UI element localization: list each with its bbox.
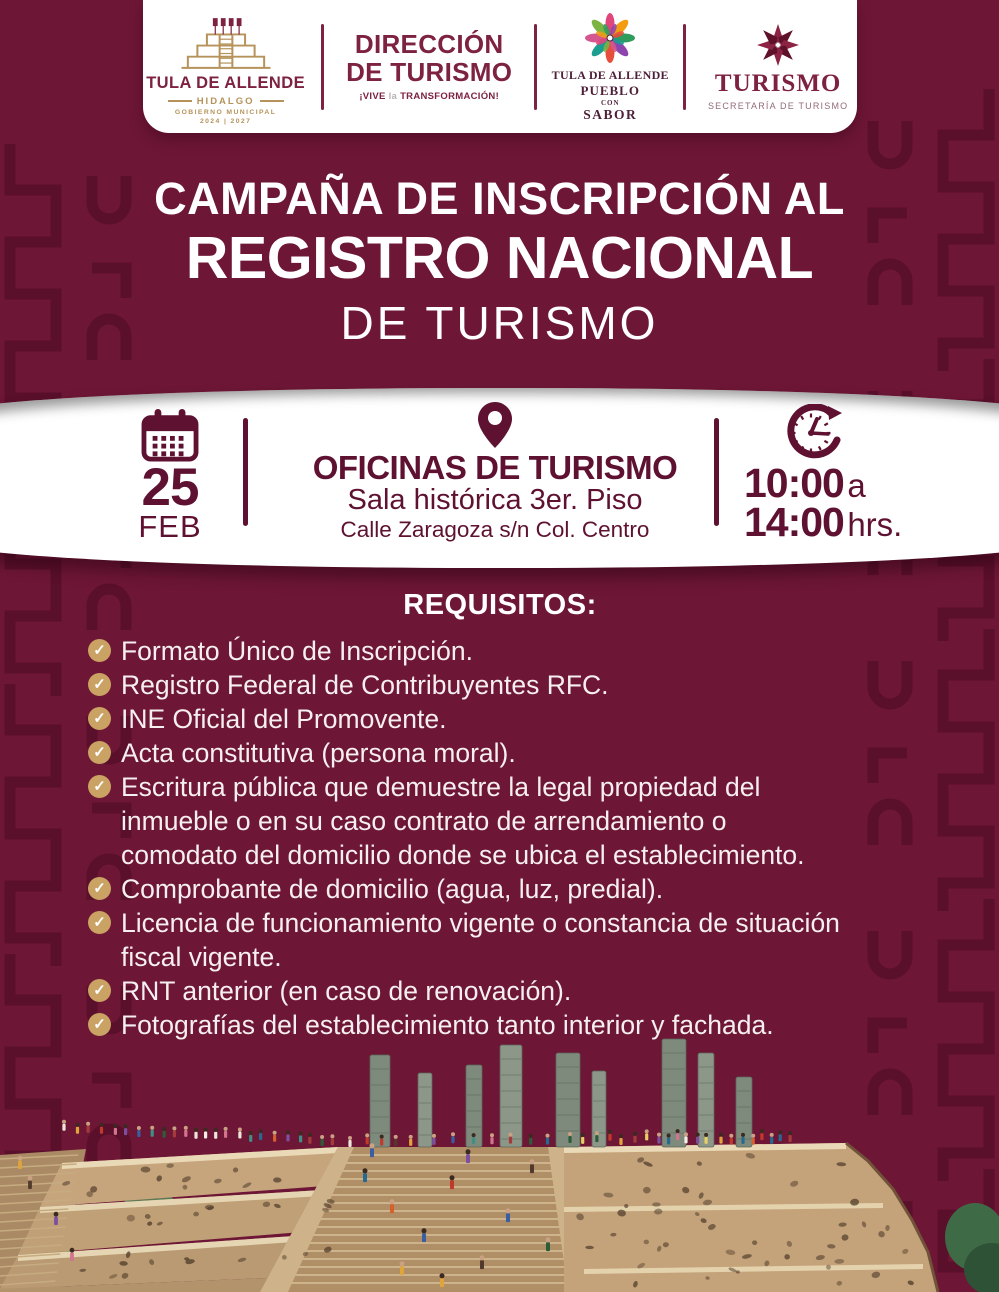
band-divider: [714, 418, 719, 526]
tagline-rest: TRANSFORMACIÓN!: [400, 90, 500, 102]
requirement-item: [88, 1008, 912, 1042]
check-icon: ✓: [88, 707, 111, 730]
event-day: 25: [141, 458, 199, 517]
title-line3: DE TURISMO: [340, 297, 659, 349]
header-divider: [534, 24, 537, 110]
title-line1: CAMPAÑA DE INSCRIPCIÓN AL: [154, 173, 845, 224]
secretaria-turismo-logo: [699, 22, 857, 111]
location-pin-icon: [478, 402, 512, 448]
tula-logo-state: HIDALGO: [168, 96, 284, 107]
pyramid-icon: [164, 9, 288, 71]
tula-logo-years: 2024 | 2027: [199, 117, 252, 125]
clock-icon: [780, 404, 844, 464]
check-icon: ✓: [88, 741, 111, 764]
requirement-item: [88, 872, 912, 906]
turismo-title: TURISMO: [714, 70, 842, 97]
time-start: 10:00: [744, 460, 844, 506]
time-end: 14:00: [744, 498, 844, 545]
direccion-de-turismo-logo: [337, 31, 521, 101]
time-line2: [744, 498, 974, 545]
requirement-text: Formato Único de Inscripción.: [121, 636, 474, 666]
venue-address: Calle Zaragoza s/n Col. Centro: [340, 516, 650, 542]
venue-floor: Sala histórica 3er. Piso: [347, 484, 643, 517]
pyramid-photo-illustration: [0, 1037, 999, 1292]
time-suffix: hrs.: [847, 505, 903, 543]
tula-de-allende-logo: [143, 9, 308, 125]
check-icon: ✓: [88, 979, 111, 1002]
band-divider: [243, 418, 248, 526]
check-icon: ✓: [88, 877, 111, 900]
pueblo-line3: CON: [600, 99, 620, 107]
requirement-item: [88, 770, 912, 872]
requirement-text: Comprobante de domicilio (agua, luz, predial).: [121, 874, 664, 904]
tula-logo-name: TULA DE ALLENDE: [146, 73, 305, 92]
pueblo-line4: SABOR: [583, 107, 638, 122]
calendar-icon: [141, 408, 199, 462]
check-icon: ✓: [88, 639, 111, 662]
requirement-text: Licencia de funcionamiento vigente o constancia de situación fiscal vigente.: [121, 908, 840, 972]
requirements-list: [88, 634, 912, 1042]
requirement-item: [88, 634, 912, 668]
event-date: [112, 408, 228, 542]
requirement-item: [88, 702, 912, 736]
requirement-text: INE Oficial del Promovente.: [121, 704, 447, 734]
pueblo-con-sabor-logo: [550, 10, 670, 123]
event-info-band: [0, 388, 999, 568]
star-flower-icon: [755, 22, 801, 68]
requirement-text: Fotografías del establecimiento tanto interior y fachada.: [121, 1010, 774, 1040]
requirement-item: [88, 974, 912, 1008]
venue-name: OFICINAS DE TURISMO: [312, 449, 678, 486]
requirement-text: Registro Federal de Contribuyentes RFC.: [121, 670, 609, 700]
header-logos-card: [143, 0, 857, 133]
tagline-mid: la: [388, 90, 398, 102]
event-month: FEB: [138, 508, 202, 544]
turismo-subtitle: SECRETARÍA DE TURISMO: [707, 101, 849, 111]
requirement-item: [88, 668, 912, 702]
requirement-text: Escritura pública que demuestre la legal propiedad del inmueble o en su caso contrato de arrendamiento o comodato del domicilio donde se ubica el establecimiento.: [121, 772, 805, 870]
flower-burst-icon: [582, 10, 638, 66]
direccion-line2: DE TURISMO: [346, 56, 513, 87]
tula-logo-government: GOBIERNO MUNICIPAL: [174, 108, 277, 116]
pueblo-line1: TULA DE ALLENDE: [551, 68, 669, 82]
header-divider: [683, 24, 686, 110]
check-icon: ✓: [88, 775, 111, 798]
requirements-heading: REQUISITOS:: [403, 589, 597, 621]
check-icon: ✓: [88, 911, 111, 934]
requirement-item: [88, 906, 912, 974]
event-time: [744, 404, 974, 545]
check-icon: ✓: [88, 673, 111, 696]
requirement-text: RNT anterior (en caso de renovación).: [121, 976, 572, 1006]
time-line1: [744, 460, 974, 506]
event-venue: [278, 402, 712, 543]
requirement-item: [88, 736, 912, 770]
requirements-section: [88, 589, 912, 1042]
header-divider: [321, 24, 324, 110]
time-joiner: a: [847, 467, 866, 504]
direccion-tagline: [359, 91, 499, 102]
requirement-text: Acta constitutiva (persona moral).: [121, 738, 516, 768]
tagline-bold: ¡VIVE: [359, 90, 386, 102]
pueblo-line2: PUEBLO: [580, 83, 640, 98]
title-line2: REGISTRO NACIONAL: [185, 225, 814, 291]
direccion-line1: DIRECCIÓN: [354, 29, 504, 60]
campaign-title: [0, 173, 999, 349]
check-icon: ✓: [88, 1013, 111, 1036]
